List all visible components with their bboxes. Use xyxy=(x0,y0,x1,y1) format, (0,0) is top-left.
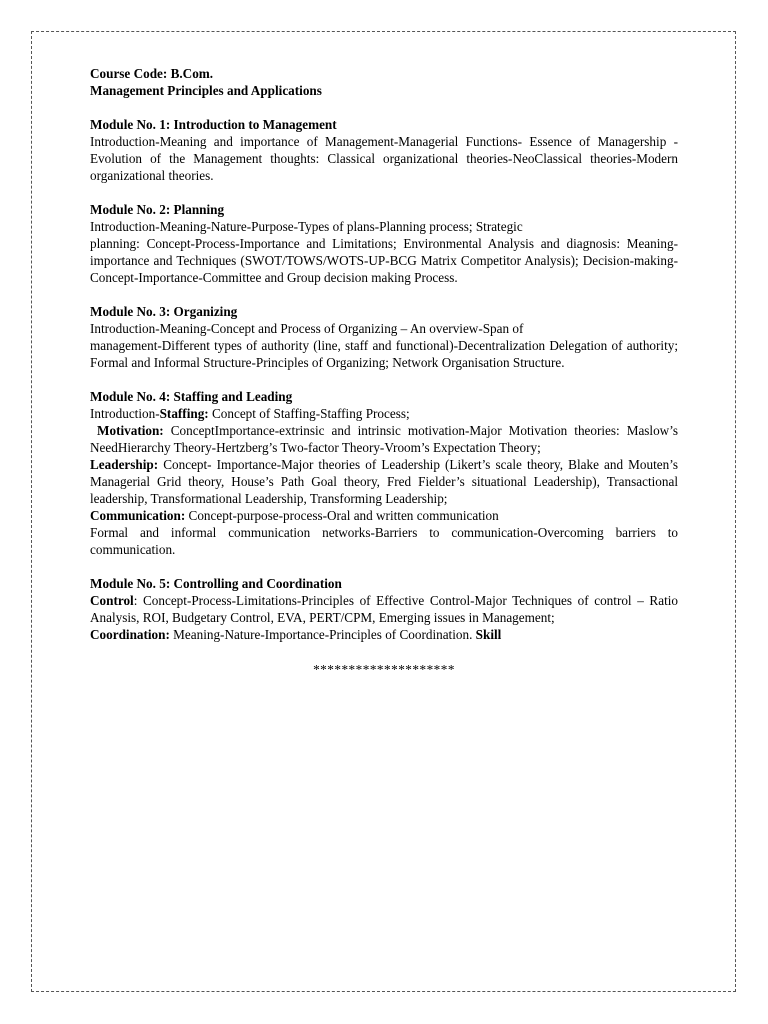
module-5 xyxy=(90,575,678,643)
module-2-line1: Introduction-Meaning-Nature-Purpose-Types of plans-Planning process; Strategic xyxy=(90,219,523,234)
module-5-control xyxy=(90,592,678,626)
module-4-communication xyxy=(90,507,678,524)
module-4-networks: Formal and informal communication networks-Barriers to communication-Overcoming barriers to communication. xyxy=(90,525,678,557)
module-3 xyxy=(90,303,678,371)
module-3-body: management-Different types of authority (line, staff and functional)-Decentralization Delegation of authority; Formal and Informal Structure-Principles of Organizing; Network Organisation Structure. xyxy=(90,338,678,370)
course-code: Course Code: B.Com. xyxy=(90,66,214,81)
module-3-heading: Module No. 3: Organizing xyxy=(90,304,238,319)
module-1 xyxy=(90,116,678,184)
communication-text: Concept-purpose-process-Oral and written communication xyxy=(185,508,499,523)
module-4-leadership xyxy=(90,456,678,507)
staffing-text: Concept of Staffing-Staffing Process; xyxy=(208,406,410,421)
motivation-text: ConceptImportance-extrinsic and intrinsic motivation-Major Motivation theories: Maslow’s NeedHierarchy Theory-Hertzberg’s Two-factor Theory-Vroom’s Expectation Theory; xyxy=(90,423,679,455)
module-4-motivation xyxy=(90,422,678,456)
module-4-staffing xyxy=(90,405,678,422)
end-marker: ******************** xyxy=(313,662,455,677)
module-1-body: Introduction-Meaning and importance of Management-Managerial Functions- Essence of Managership - Evolution of the Management thoughts: Classical organizational theories-NeoClassical theories-Modern organizational theories. xyxy=(90,134,678,183)
coordination-label: Coordination: xyxy=(90,627,170,642)
course-title: Management Principles and Applications xyxy=(90,83,322,98)
coordination-text: Meaning-Nature-Importance-Principles of Coordination. xyxy=(169,627,476,642)
module-4 xyxy=(90,388,678,558)
skill-label: Skill xyxy=(475,627,502,642)
leadership-text: Concept- Importance-Major theories of Leadership (Likert’s scale theory, Blake and Mouten’s Managerial Grid theory, House’s Path Goal theory, Fred Fielder’s situational Leadership), Transactional leadership, Transformational Leadership, Transforming Leadership; xyxy=(90,457,678,506)
leadership-label: Leadership: xyxy=(90,457,159,472)
module-2-heading: Module No. 2: Planning xyxy=(90,202,225,217)
module-5-coordination xyxy=(90,626,678,643)
control-text: : Concept-Process-Limitations-Principles of Effective Control-Major Techniques of control – Ratio Analysis, ROI, Budgetary Control, EVA, PERT/CPM, Emerging issues in Management; xyxy=(90,593,678,625)
motivation-label: Motivation: xyxy=(97,423,164,438)
communication-label: Communication: xyxy=(90,508,186,523)
module-2-body: planning: Concept-Process-Importance and Limitations; Environmental Analysis and diagnosis: Meaning-importance and Techniques (SWOT/TOWS/WOTS-UP-BCG Matrix Competitor Analysis); Decision-making-Concept-Importance-Committee and Group decision making Process. xyxy=(90,236,678,285)
module-4-heading: Module No. 4: Staffing and Leading xyxy=(90,389,293,404)
module-5-heading: Module No. 5: Controlling and Coordination xyxy=(90,576,342,591)
staffing-label: Staffing: xyxy=(159,406,209,421)
syllabus-document xyxy=(90,65,678,678)
control-label: Control xyxy=(90,593,134,608)
staffing-intro: Introduction- xyxy=(90,406,160,421)
module-2 xyxy=(90,201,678,286)
module-1-heading: Module No. 1: Introduction to Management xyxy=(90,117,337,132)
module-3-line1: Introduction-Meaning-Concept and Process of Organizing – An overview-Span of xyxy=(90,321,524,336)
